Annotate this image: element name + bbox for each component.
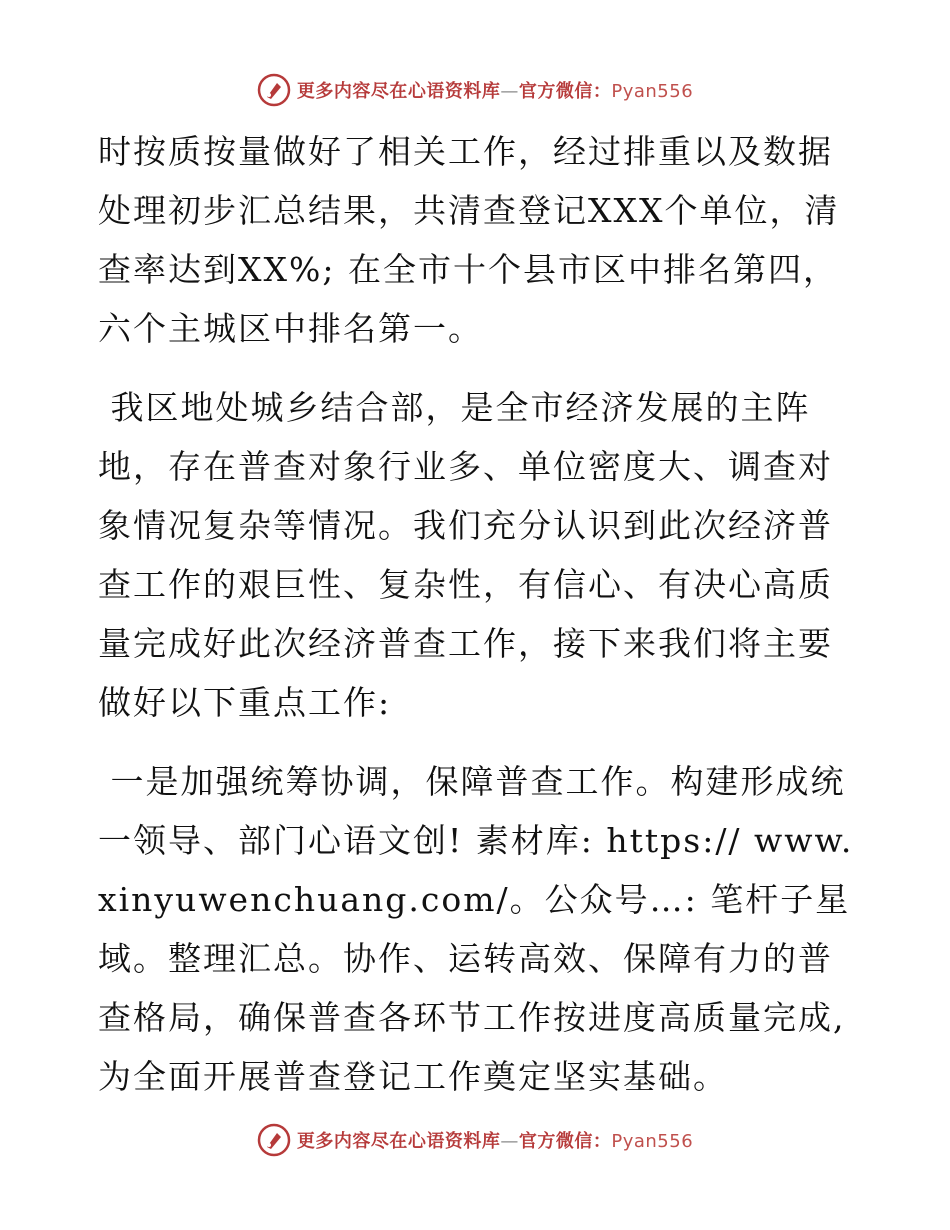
paragraph-gap [98,358,858,378]
paragraph-gap [98,732,858,752]
paragraph-1: 时按质按量做好了相关工作，经过排重以及数据处理初步汇总结果，共清查登记XXX个单位，清查率达到XX%; 在全市十个县市区中排名第四，六个主城区中排名第一。 [98,132,840,348]
footer-banner [0,1120,950,1160]
banner-site-name: 更多内容尽在心语资料库 [296,1131,501,1152]
document-body [98,122,858,1106]
banner-wechat-id: Pyan556 [611,1131,694,1152]
pen-nib-logo-icon [257,1123,291,1157]
paragraph-3: 一是加强统筹协调，保障普查工作。构建形成统一领导、部门心语文创! 素材库: https:// www.xinyuwenchuang.com/。公众号…: 笔杆子星域。整理汇总。协作、运转高效、保障有力的普查格局，确保普查各环节工作按进度高质量完成,为全面开展普查登记工作奠定坚实基础。 [98,762,854,1096]
banner-wechat-label: 官方微信： [518,81,612,102]
banner-wechat-label: 官方微信： [518,1131,612,1152]
banner-wechat-id: Pyan556 [611,81,694,102]
banner-text [297,1127,693,1153]
pen-nib-logo-icon [257,73,291,107]
banner-text [297,77,693,103]
header-banner [0,70,950,110]
banner-dash: — [500,81,519,102]
banner-dash: — [500,1131,519,1152]
paragraph-2: 我区地处城乡结合部，是全市经济发展的主阵地，存在普查对象行业多、单位密度大、调查对象情况复杂等情况。我们充分认识到此次经济普查工作的艰巨性、复杂性，有信心、有决心高质量完成好此次经济普查工作，接下来我们将主要做好以下重点工作: [98,388,833,722]
banner-site-name: 更多内容尽在心语资料库 [296,81,501,102]
